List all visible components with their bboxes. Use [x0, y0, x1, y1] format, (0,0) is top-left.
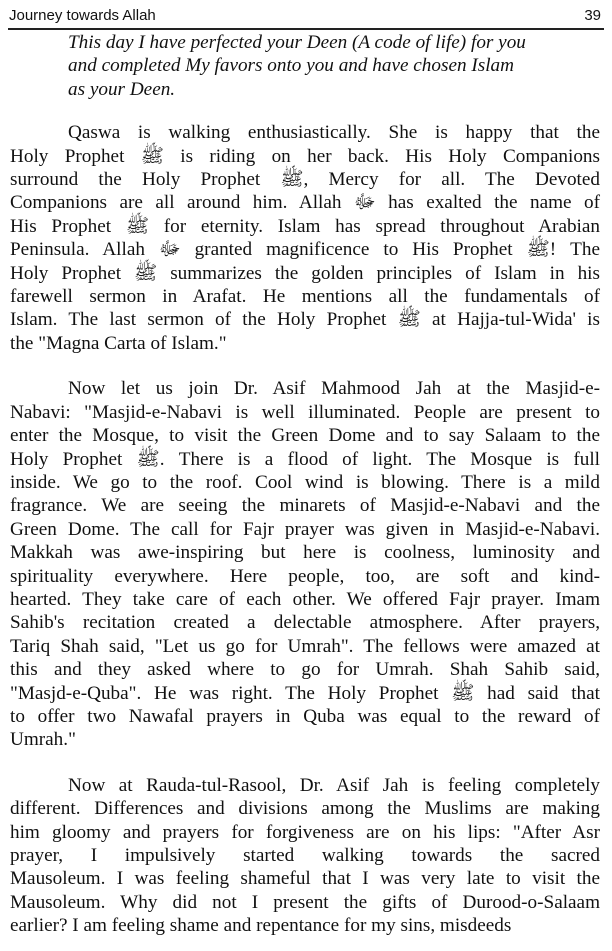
text-line: "Masjd-e-Quba". He was right. The Holy Prophet ﷺ had said that — [10, 682, 600, 704]
verse-line: as your Deen. — [68, 78, 176, 100]
text-line: Mausoleum. Why did not I present the gifts of Durood-o-Salaam — [10, 891, 600, 913]
text-line: inside. We go to the roof. Cool wind is blowing. There is a mild — [10, 471, 600, 493]
quoted-verse — [68, 31, 588, 101]
page-number: 39 — [584, 7, 601, 24]
text-line: different. Differences and divisions among the Muslims are making — [10, 798, 600, 820]
text-line: earlier? I am feeling shame and repentance for my sins, misdeeds — [10, 915, 512, 937]
verse-line: and completed My favors onto you and have chosen Islam — [68, 55, 515, 77]
text-line: Now at Rauda-tul-Rasool, Dr. Asif Jah is feeling completely — [68, 774, 600, 796]
text-line: Holy Prophet ﷺ. There is a flood of light. The Mosque is full — [10, 448, 600, 470]
text-line: prayer, I impulsively started walking towards the sacred — [10, 845, 600, 866]
text-line: Tariq Shah said, "Let us go for Umrah". The fellows were amazed at — [10, 635, 600, 657]
text-line: hearted. They take care of each other. We offered Fajr prayer. Imam — [10, 588, 600, 610]
text-line: enter the Mosque, to visit the Green Dome and to say Salaam to the — [10, 425, 600, 447]
header-rule — [8, 28, 604, 30]
running-title: Journey towards Allah — [9, 7, 156, 24]
text-line: Holy Prophet ﷺ is riding on her back. His Holy Companions — [10, 145, 600, 167]
text-line: fragrance. We are seeing the minarets of Masjid-e-Nabavi and the — [10, 495, 600, 517]
paragraph-qaswa — [10, 121, 600, 355]
text-line: the "Magna Carta of Islam." — [10, 332, 227, 354]
text-line: Green Dome. The call for Fajr prayer was given in Masjid-e-Nabavi. — [10, 518, 600, 540]
text-line: His Prophet ﷺ for eternity. Islam has spread throughout Arabian — [10, 215, 600, 237]
text-line: Companions are all around him. Allah ﷻ has exalted the name of — [10, 192, 601, 214]
text-line: Holy Prophet ﷺ summarizes the golden principles of Islam in his — [10, 262, 600, 284]
text-line: surround the Holy Prophet ﷺ, Mercy for all. The Devoted — [10, 169, 600, 191]
text-line: Islam. The last sermon of the Holy Prophet ﷺ at Hajja-tul-Wida' is — [10, 309, 600, 331]
text-line: Umrah." — [10, 729, 76, 751]
text-line: spirituality everywhere. Here people, too, are soft and kind- — [10, 565, 600, 587]
page-body — [10, 31, 600, 938]
text-line: Mausoleum. I was feeling shameful that I was very late to visit the — [10, 868, 600, 890]
text-line: to offer two Nawafal prayers in Quba was equal to the reward of — [10, 705, 600, 727]
text-line: Qaswa is walking enthusiastically. She is happy that the — [68, 122, 600, 144]
text-line: farewell sermon in Arafat. He mentions all the fundamentals of — [10, 286, 600, 308]
text-line: Peninsula. Allah ﷻ granted magnificence to His Prophet ﷺ! The — [10, 239, 600, 261]
text-line: him gloomy and prayers for forgiveness are on his lips: "After Asr — [10, 821, 600, 843]
text-line: this and they asked where to go for Umrah. Shah Sahib said, — [10, 659, 600, 681]
text-line: Sahib's recitation created a delectable atmosphere. After prayers, — [10, 612, 600, 634]
verse-line: This day I have perfected your Deen (A code of life) for you — [68, 32, 526, 53]
text-line: Now let us join Dr. Asif Mahmood Jah at the Masjid-e- — [68, 378, 600, 400]
paragraph-masjid-e-nabavi — [10, 377, 600, 752]
paragraph-rauda-tul-rasool — [10, 774, 600, 938]
text-line: Makkah was awe-inspiring but here is coolness, luminosity and — [10, 542, 600, 564]
text-line: Nabavi: "Masjid-e-Nabavi is well illuminated. People are present to — [10, 401, 600, 423]
